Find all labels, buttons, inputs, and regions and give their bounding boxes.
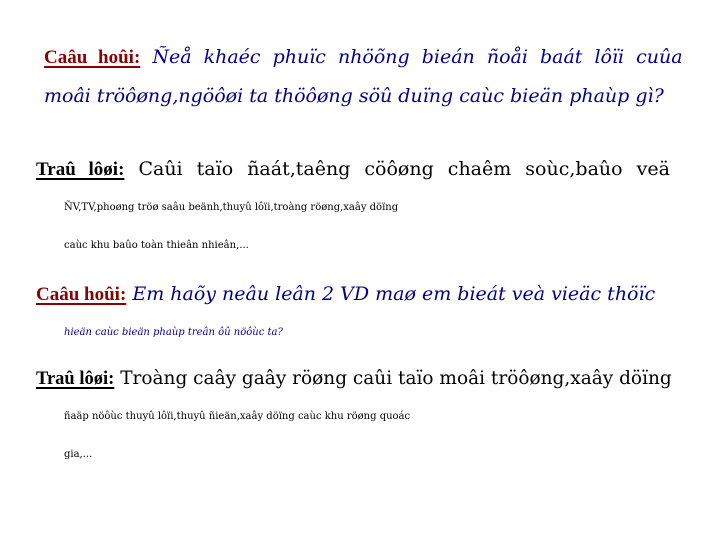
question-2-text-1: Em haõy neâu leân 2 VD maø em bieát veà vieäc thöïc: [132, 283, 656, 305]
answer-2: [36, 360, 684, 474]
answer-1-text-1: Caûi taïo ñaát,taêng cöôøng chaêm soùc,baûo veä: [138, 158, 670, 180]
answer-1-label: Traû lôøi:: [36, 159, 125, 180]
question-2-label: Caâu hoûi:: [36, 284, 127, 305]
answer-1-text-2: ÑV,TV,phoøng tröø saâu beänh,thuyû lôïi,troàng röøng,xaây döïng: [64, 202, 399, 213]
answer-2-text-3: gia,...: [64, 449, 93, 460]
question-2-line-1: [36, 275, 684, 314]
question-1-label: Caâu hoûi:: [44, 47, 141, 68]
question-2-text-2: hieän caùc bieän phaùp treân ôû nöôùc ta?: [64, 327, 283, 338]
answer-1-text-3: caùc khu baûo toàn thieân nhieân,...: [64, 240, 249, 251]
question-1-text-2: moâi tröôøng,ngöôøi ta thöôøng söû duïng caùc bieän phaùp gì?: [44, 85, 664, 107]
question-2: [36, 275, 684, 352]
question-1-line-1: [44, 38, 684, 77]
answer-2-text-1: Troàng caây gaây röøng caûi taïo moâi tröôøng,xaây döïng: [120, 368, 672, 389]
answer-1-line-1: [36, 150, 684, 189]
answer-2-label: Traû lôøi:: [36, 369, 115, 389]
question-1: [44, 38, 684, 115]
answer-2-text-2: ñaäp nöôùc thuyû lôïi,thuyû ñieän,xaây döïng caùc khu röøng quoác: [64, 411, 411, 422]
answer-2-line-1: [36, 360, 684, 398]
question-1-text-1: Ñeå khaéc phuïc nhöõng bieán ñoåi baát lôïi cuûa: [152, 46, 683, 68]
answer-1: [36, 150, 684, 265]
